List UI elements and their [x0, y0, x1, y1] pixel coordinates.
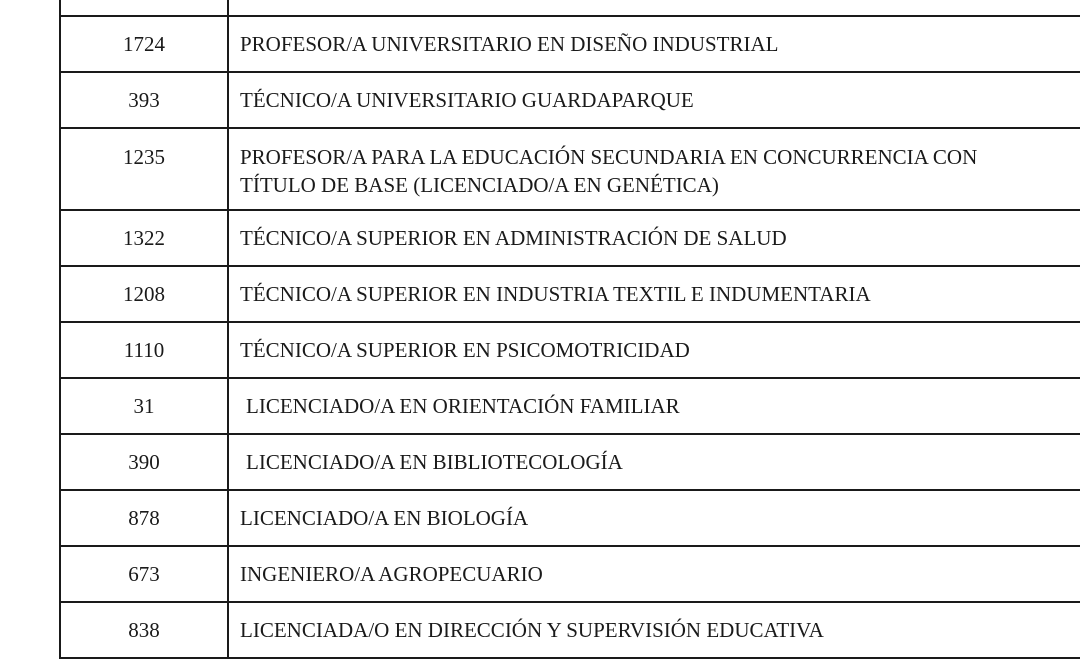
table-row	[60, 0, 1080, 16]
title-name	[228, 378, 1080, 434]
title-name	[228, 210, 1080, 266]
title-name	[228, 266, 1080, 322]
title-name	[228, 546, 1080, 602]
title-name-line: PROFESOR/A PARA LA EDUCACIÓN SECUNDARIA EN CONCURRENCIA CON	[240, 145, 978, 169]
title-name-line: LICENCIADO/A EN BIOLOGÍA	[240, 506, 529, 530]
title-name	[228, 16, 1080, 72]
table-row	[60, 322, 1080, 378]
table-row	[60, 490, 1080, 546]
title-name-line: TÉCNICO/A SUPERIOR EN ADMINISTRACIÓN DE SALUD	[240, 226, 787, 250]
title-name	[228, 602, 1080, 658]
table-row	[60, 378, 1080, 434]
title-code: 31	[60, 378, 228, 434]
title-code: 878	[60, 490, 228, 546]
table-row	[60, 266, 1080, 322]
table-row	[60, 602, 1080, 658]
title-name	[228, 128, 1080, 210]
title-name	[228, 490, 1080, 546]
title-code: 1235	[60, 128, 228, 210]
table-row	[60, 546, 1080, 602]
title-code: 838	[60, 602, 228, 658]
title-name-line: TÉCNICO/A UNIVERSITARIO GUARDAPARQUE	[240, 88, 694, 112]
title-name	[228, 322, 1080, 378]
title-name-line: LICENCIADO/A EN ORIENTACIÓN FAMILIAR	[246, 394, 680, 418]
title-name	[228, 434, 1080, 490]
title-name-line: TÉCNICO/A SUPERIOR EN INDUSTRIA TEXTIL E INDUMENTARIA	[240, 282, 871, 306]
title-code: 390	[60, 434, 228, 490]
title-name-line: INGENIERO/A AGROPECUARIO	[240, 562, 543, 586]
degree-titles-table	[59, 0, 1080, 659]
title-code: 1322	[60, 210, 228, 266]
title-name-line: LICENCIADO/A EN BIBLIOTECOLOGÍA	[246, 450, 623, 474]
title-code: 673	[60, 546, 228, 602]
title-code: 1110	[60, 322, 228, 378]
title-name-line: PROFESOR/A UNIVERSITARIO EN DISEÑO INDUSTRIAL	[240, 32, 779, 56]
table-row	[60, 128, 1080, 210]
title-name	[228, 0, 1080, 16]
title-code	[60, 0, 228, 16]
table-row	[60, 16, 1080, 72]
title-code: 1724	[60, 16, 228, 72]
title-name	[228, 72, 1080, 128]
title-code: 1208	[60, 266, 228, 322]
title-name-line: LICENCIADA/O EN DIRECCIÓN Y SUPERVISIÓN EDUCATIVA	[240, 618, 824, 642]
table-row	[60, 72, 1080, 128]
table-row	[60, 434, 1080, 490]
title-name-line: TÍTULO DE BASE (LICENCIADO/A EN GENÉTICA)	[240, 173, 719, 197]
title-name-line: TÉCNICO/A SUPERIOR EN PSICOMOTRICIDAD	[240, 338, 690, 362]
title-code: 393	[60, 72, 228, 128]
table-row	[60, 210, 1080, 266]
